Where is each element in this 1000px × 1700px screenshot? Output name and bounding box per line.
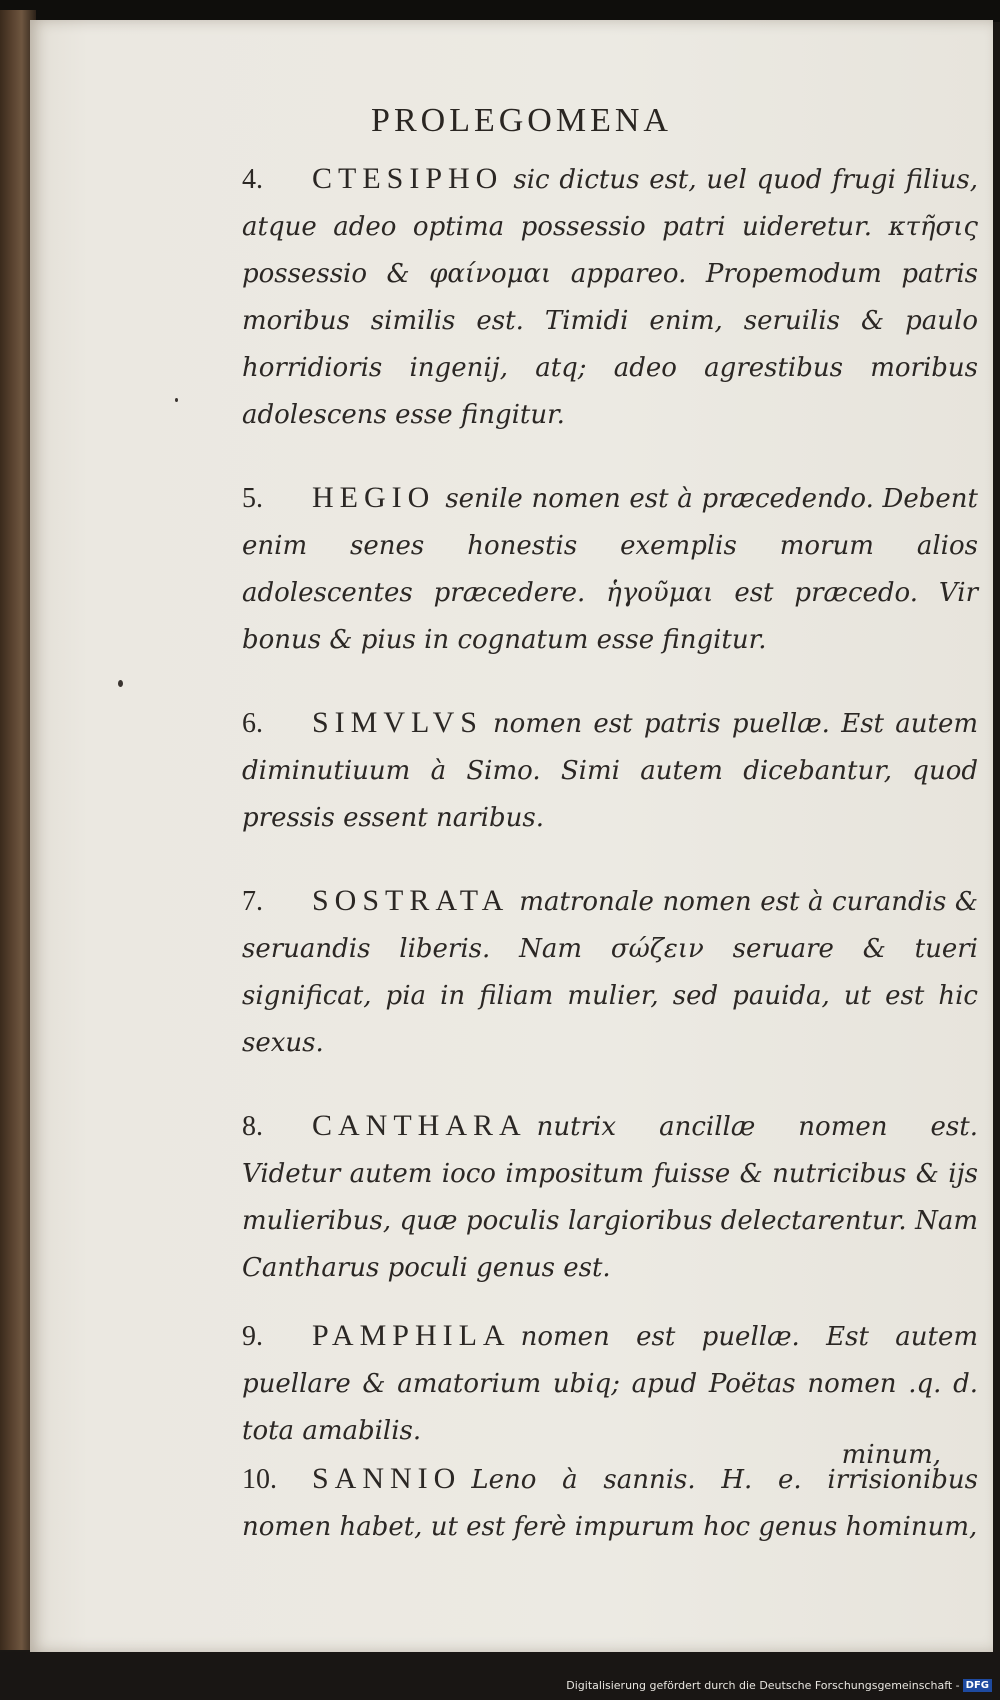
text-block xyxy=(242,155,978,1551)
book-page xyxy=(30,20,993,1652)
entry-text: senile nomen est à præcedendo. Debent enim senes honestis exemplis morum alios adolescentes præcedere. ἡγοῦμαι est præcedo. Vir bonus & pius in cognatum esse fingitur. xyxy=(242,484,978,655)
entry-number: 10. xyxy=(242,1464,277,1495)
ink-speck xyxy=(118,680,123,687)
entry-sostrata xyxy=(242,877,978,1067)
character-name: CTESIPHO xyxy=(312,162,504,195)
credit-text: Digitalisierung gefördert durch die Deutsche Forschungsgemeinschaft - xyxy=(566,1678,960,1692)
running-head: PROLEGOMENA xyxy=(371,102,672,139)
entry-number: 5. xyxy=(242,483,263,514)
character-name: SANNIO xyxy=(312,1462,462,1495)
dfg-logo: DFG xyxy=(963,1679,992,1692)
entry-text: nomen est patris puellæ. Est autem diminutiuum à Simo. Simi autem dicebantur, quod pressis essent naribus. xyxy=(242,709,978,833)
entry-pamphila xyxy=(242,1312,978,1455)
character-name: PAMPHILA xyxy=(312,1319,511,1352)
character-name: HEGIO xyxy=(312,481,436,514)
footer-bar xyxy=(0,1652,1000,1700)
entry-ctesipho xyxy=(242,155,978,439)
character-name: CANTHARA xyxy=(312,1109,527,1142)
entry-text: Leno à sannis. H. e. irrisionibus nomen habet, ut est ferè impurum hoc genus hominum, xyxy=(242,1465,978,1542)
entry-number: 9. xyxy=(242,1321,263,1352)
catchword: minum, xyxy=(841,1440,941,1470)
entry-simulus xyxy=(242,699,978,842)
entry-text: matronale nomen est à curandis & seruandis liberis. Nam σώζειν seruare & tueri significat, pia in filiam mulier, sed pauida, ut est hic sexus. xyxy=(242,887,978,1058)
digitization-credit xyxy=(566,1679,992,1693)
ink-speck xyxy=(175,398,178,402)
entry-text: sic dictus est, uel quod frugi filius, atque adeo optima possessio patri uideretur. κτῆσις possessio & φαίνομαι appareo. Propemodum patris moribus similis est. Timidi enim, seruilis & paulo horridioris ingenij, atq; adeo agrestibus moribus adolescens esse fingitur. xyxy=(242,165,978,430)
entry-text: nutrix ancillæ nomen est. Videtur autem ioco impositum fuisse & nutricibus & ijs mulieribus, quæ poculis largioribus delectarentur. Nam Cantharus poculi genus est. xyxy=(242,1112,978,1283)
entry-number: 8. xyxy=(242,1111,263,1142)
entry-number: 6. xyxy=(242,708,263,739)
entry-hegio xyxy=(242,474,978,664)
entry-canthara xyxy=(242,1102,978,1292)
entry-number: 7. xyxy=(242,886,263,917)
entry-number: 4. xyxy=(242,164,263,195)
character-name: SOSTRATA xyxy=(312,884,510,917)
character-name: SIMVLVS xyxy=(312,706,483,739)
entry-text: nomen est puellæ. Est autem puellare & amatorium ubiq; apud Poëtas nomen .q. d. tota amabilis. xyxy=(242,1322,978,1446)
scan-top-edge xyxy=(0,0,1000,22)
